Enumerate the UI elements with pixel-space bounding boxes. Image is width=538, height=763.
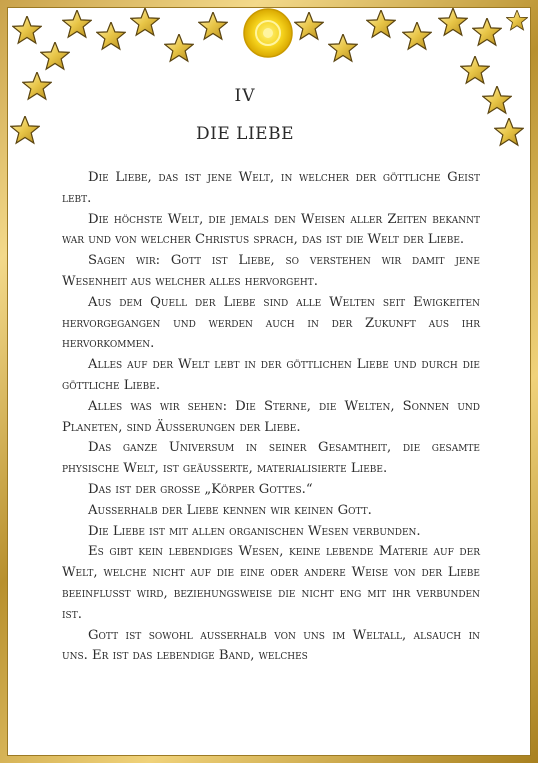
paragraph: Die Liebe, das ist jene Welt, in welcher der göttliche Geist lebt.: [62, 170, 480, 206]
paragraph: Das ganze Universum in seiner Gesamtheit, die gesamte physische Welt, ist geäusserte, materialisierte Liebe.: [62, 440, 480, 477]
paragraph: Das ist der grosse „Körper Gottes.“: [88, 481, 313, 497]
chapter-title: DIE LIEBE: [196, 124, 294, 144]
paragraph: Aus dem Quell der Liebe sind alle Welten seit Ewigkeiten hervorgegangen und werden auch in der Zukunft aus ihr hervorkommen.: [62, 294, 480, 352]
chapter-number: IV: [234, 86, 256, 106]
sun-icon: [244, 9, 292, 57]
paragraph: Alles auf der Welt lebt in der göttlichen Liebe und durch die göttliche Liebe.: [62, 357, 480, 393]
paragraph: Die Liebe ist mit allen organischen Wesen verbunden.: [88, 523, 421, 539]
paragraph: Die höchste Welt, die jemals den Weisen aller Zeiten bekannt war und von welcher Christus sprach, das ist die Welt der Liebe.: [62, 211, 480, 248]
paragraph: Alles was wir sehen: Die Sterne, die Welten, Sonnen und Planeten, sind Äusserungen der Liebe.: [62, 398, 480, 435]
paragraph: Ausserhalb der Liebe kennen wir keinen Gott.: [88, 502, 372, 518]
body-text: [62, 168, 480, 667]
paragraph: Gott ist sowohl ausserhalb von uns im Weltall, alsauch in uns. Er ist das lebendige Band, welches: [62, 627, 480, 664]
paragraph: Es gibt kein lebendiges Wesen, keine lebende Materie auf der Welt, welche nicht auf die eine oder andere Weise von der Liebe beeinflusst wird, beziehungsweise die nicht eng mit ihr verbunden ist.: [62, 544, 480, 622]
paragraph: Sagen wir: Gott ist Liebe, so verstehen wir damit jene Wesenheit aus welcher alles hervorgeht.: [62, 253, 480, 289]
